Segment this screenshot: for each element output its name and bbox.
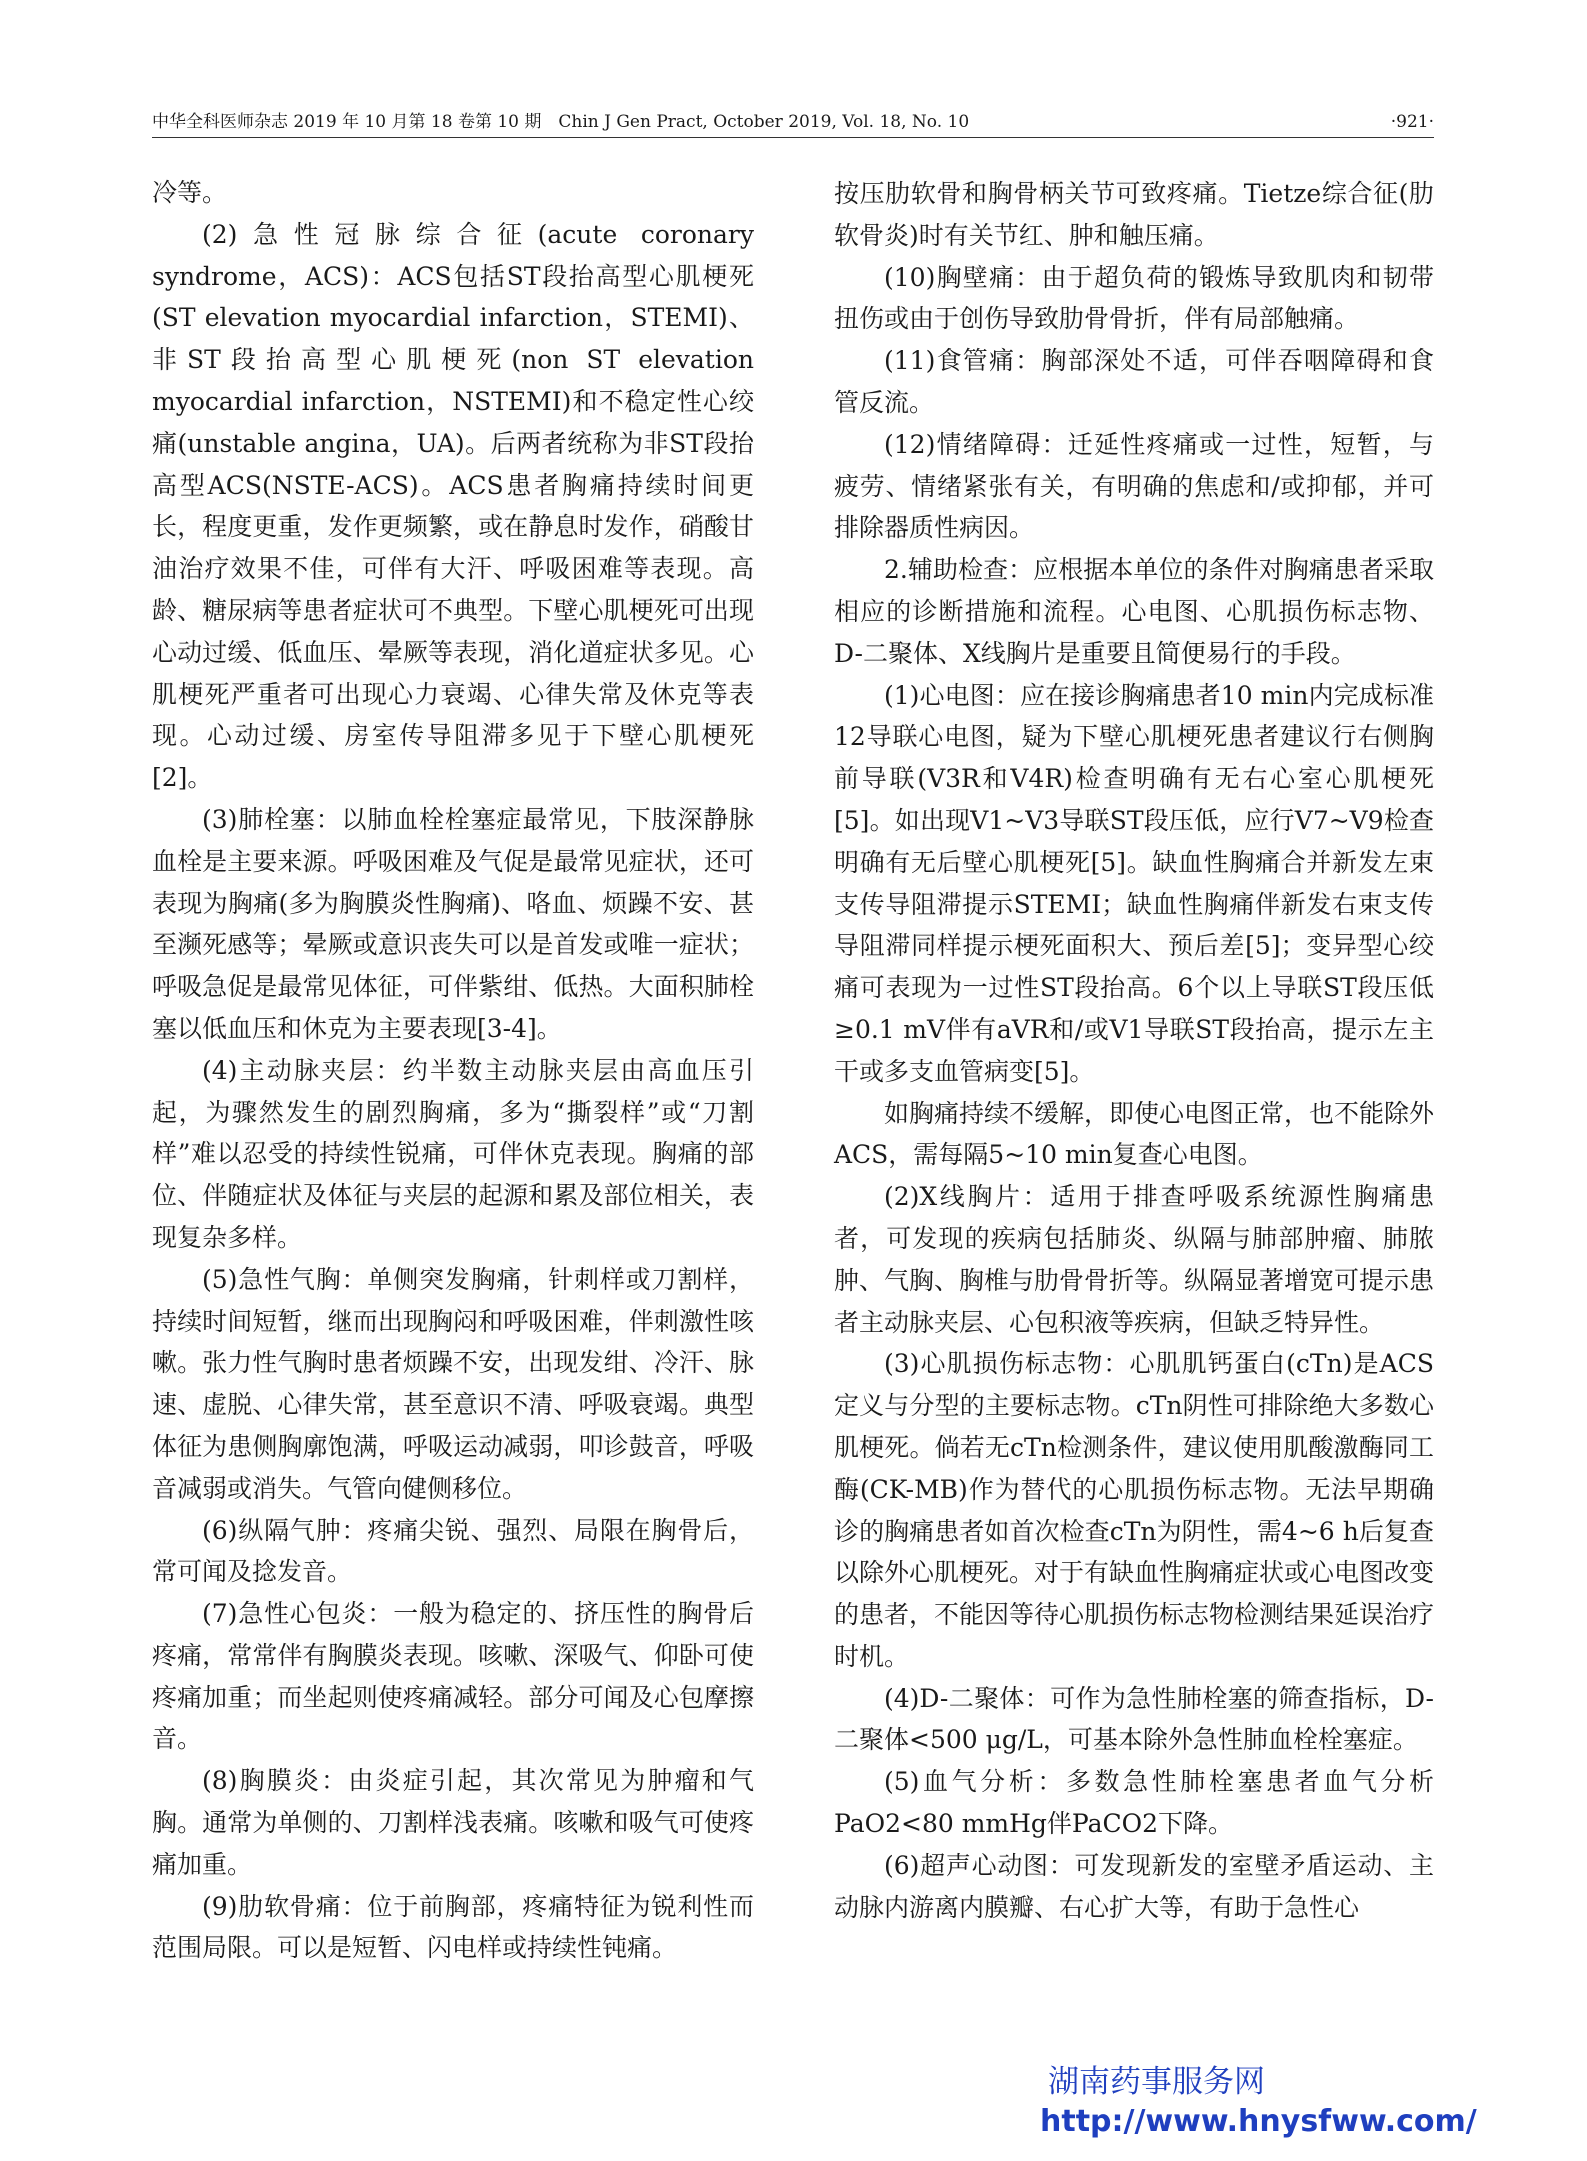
paragraph: (12)情绪障碍：迁延性疼痛或一过性，短暂，与疲劳、情绪紧张有关，有明确的焦虑和/或抑郁，并可排除器质性病因。: [834, 429, 1434, 543]
paragraph: 2.辅助检查：应根据本单位的条件对胸痛患者采取相应的诊断措施和流程。心电图、心肌损伤标志物、D-二聚体、X线胸片是重要且简便易行的手段。: [834, 555, 1434, 668]
watermark-name: 湖南药事服务网: [1048, 2064, 1265, 2100]
paragraph: (3)心肌损伤标志物：心肌肌钙蛋白(cTn)是ACS定义与分型的主要标志物。cTn阴性可排除绝大多数心肌梗死。倘若无cTn检测条件，建议使用肌酸激酶同工酶(CK-MB)作为替代的心肌损伤标志物。无法早期确诊的胸痛患者如首次检查cTn为阴性，需4~6 h后复查以除外心肌梗死。对于有缺血性胸痛症状或心电图改变的患者，不能因等待心肌损伤标志物检测结果延误治疗时机。: [834, 1349, 1435, 1671]
paragraph: (5)血气分析：多数急性肺栓塞患者血气分析PaO2<80 mmHg伴PaCO2下降。: [834, 1767, 1434, 1839]
journal-citation: 中华全科医师杂志 2019 年 10 月第 18 卷第 10 期 Chin J Gen Pract, October 2019, Vol. 18, No. 10: [152, 112, 970, 132]
paragraph: 如胸痛持续不缓解，即使心电图正常，也不能除外ACS，需每隔5~10 min复查心电图。: [834, 1098, 1435, 1170]
paragraph: (1)心电图：应在接诊胸痛患者10 min内完成标准12导联心电图，疑为下壁心肌梗死患者建议行右侧胸前导联(V3R和V4R)检查明确有无右心室心肌梗死[5]。如出现V1~V3导联ST段压低，应行V7~V9检查明确有无后壁心肌梗死[5]。缺血性胸痛合并新发左束支传导阻滞提示STEMI；缺血性胸痛伴新发右束支传导阻滞同样提示梗死面积大、预后差[5]；变异型心绞痛可表现为一过性ST段抬高。6个以上导联ST段压低≥0.1 mV伴有aVR和/或V1导联ST段抬高，提示左主干或多支血管病变[5]。: [834, 680, 1434, 1086]
left-column: [152, 172, 754, 1969]
paragraph: 冷等。: [152, 178, 228, 207]
watermark: [1040, 2062, 1477, 2142]
page-number: ·921·: [1390, 112, 1434, 132]
running-header: [152, 107, 1434, 138]
paragraph: (7)急性心包炎：一般为稳定的、挤压性的胸骨后疼痛，常常伴有胸膜炎表现。咳嗽、深吸气、仰卧可使疼痛加重；而坐起则使疼痛减轻。部分可闻及心包摩擦音。: [152, 1599, 754, 1754]
paragraph: (9)肋软骨痛：位于前胸部，疼痛特征为锐利性而范围局限。可以是短暂、闪电样或持续性钝痛。: [152, 1891, 754, 1963]
paragraph: 按压肋软骨和胸骨柄关节可致疼痛。Tietze综合征(肋软骨炎)时有关节红、肿和触压痛。: [834, 179, 1434, 250]
paragraph: (6)纵隔气肿：疼痛尖锐、强烈、局限在胸骨后，常可闻及捻发音。: [152, 1515, 754, 1587]
paragraph: (5)急性气胸：单侧突发胸痛，针刺样或刀割样，持续时间短暂，继而出现胸闷和呼吸困难，伴刺激性咳嗽。张力性气胸时患者烦躁不安，出现发绀、冷汗、脉速、虚脱、心律失常，甚至意识不清、呼吸衰竭。典型体征为患侧胸廓饱满，呼吸运动减弱，叩诊鼓音，呼吸音减弱或消失。气管向健侧移位。: [152, 1264, 754, 1503]
paragraph: (4)D-二聚体：可作为急性肺栓塞的筛查指标，D-二聚体<500 μg/L，可基本除外急性肺血栓栓塞症。: [834, 1683, 1434, 1755]
right-column: [834, 173, 1434, 1928]
paragraph: (3)肺栓塞：以肺血栓栓塞症最常见，下肢深静脉血栓是主要来源。呼吸困难及气促是最常见症状，还可表现为胸痛(多为胸膜炎性胸痛)、咯血、烦躁不安、甚至濒死感等；晕厥或意识丧失可以是首发或唯一症状；呼吸急促是最常见体征，可伴紫绀、低热。大面积肺栓塞以低血压和休克为主要表现[3-4]。: [152, 804, 754, 1043]
paragraph: (10)胸壁痛：由于超负荷的锻炼导致肌肉和韧带扭伤或由于创伤导致肋骨骨折，伴有局部触痛。: [834, 262, 1434, 334]
paragraph: (2)X线胸片：适用于排查呼吸系统源性胸痛患者，可发现的疾病包括肺炎、纵隔与肺部肿瘤、肺脓肿、气胸、胸椎与肋骨骨折等。纵隔显著增宽可提示患者主动脉夹层、心包积液等疾病，但缺乏特异性。: [834, 1182, 1435, 1337]
paragraph: (11)食管痛：胸部深处不适，可伴吞咽障碍和食管反流。: [834, 346, 1434, 417]
paragraph: (6)超声心动图：可发现新发的室壁矛盾运动、主动脉内游离内膜瓣、右心扩大等，有助于急性心: [834, 1850, 1434, 1922]
paragraph: (4)主动脉夹层：约半数主动脉夹层由高血压引起，为骤然发生的剧烈胸痛，多为“撕裂样”或“刀割样”难以忍受的持续性锐痛，可伴休克表现。胸痛的部位、伴随症状及体征与夹层的起源和累及部位相关，表现复杂多样。: [152, 1055, 754, 1252]
watermark-url[interactable]: http://www.hnysfww.com/: [1040, 2104, 1477, 2139]
paragraph: (2)急性冠脉综合征(acute coronary syndrome，ACS)：ACS包括ST段抬高型心肌梗死(ST elevation myocardial infarction，STEMI)、非ST段抬高型心肌梗死(non ST elevation myocardial infarction，NSTEMI)和不稳定性心绞痛(unstable angina，UA)。后两者统称为非ST段抬高型ACS(NSTE-ACS)。ACS患者胸痛持续时间更长，程度更重，发作更频繁，或在静息时发作，硝酸甘油治疗效果不佳，可伴有大汗、呼吸困难等表现。高龄、糖尿病等患者症状可不典型。下壁心肌梗死可出现心动过缓、低血压、晕厥等表现，消化道症状多见。心肌梗死严重者可出现心力衰竭、心律失常及休克等表现。心动过缓、房室传导阻滞多见于下壁心肌梗死[2]。: [152, 219, 754, 793]
paragraph: (8)胸膜炎：由炎症引起，其次常见为肿瘤和气胸。通常为单侧的、刀割样浅表痛。咳嗽和吸气可使疼痛加重。: [152, 1766, 754, 1879]
